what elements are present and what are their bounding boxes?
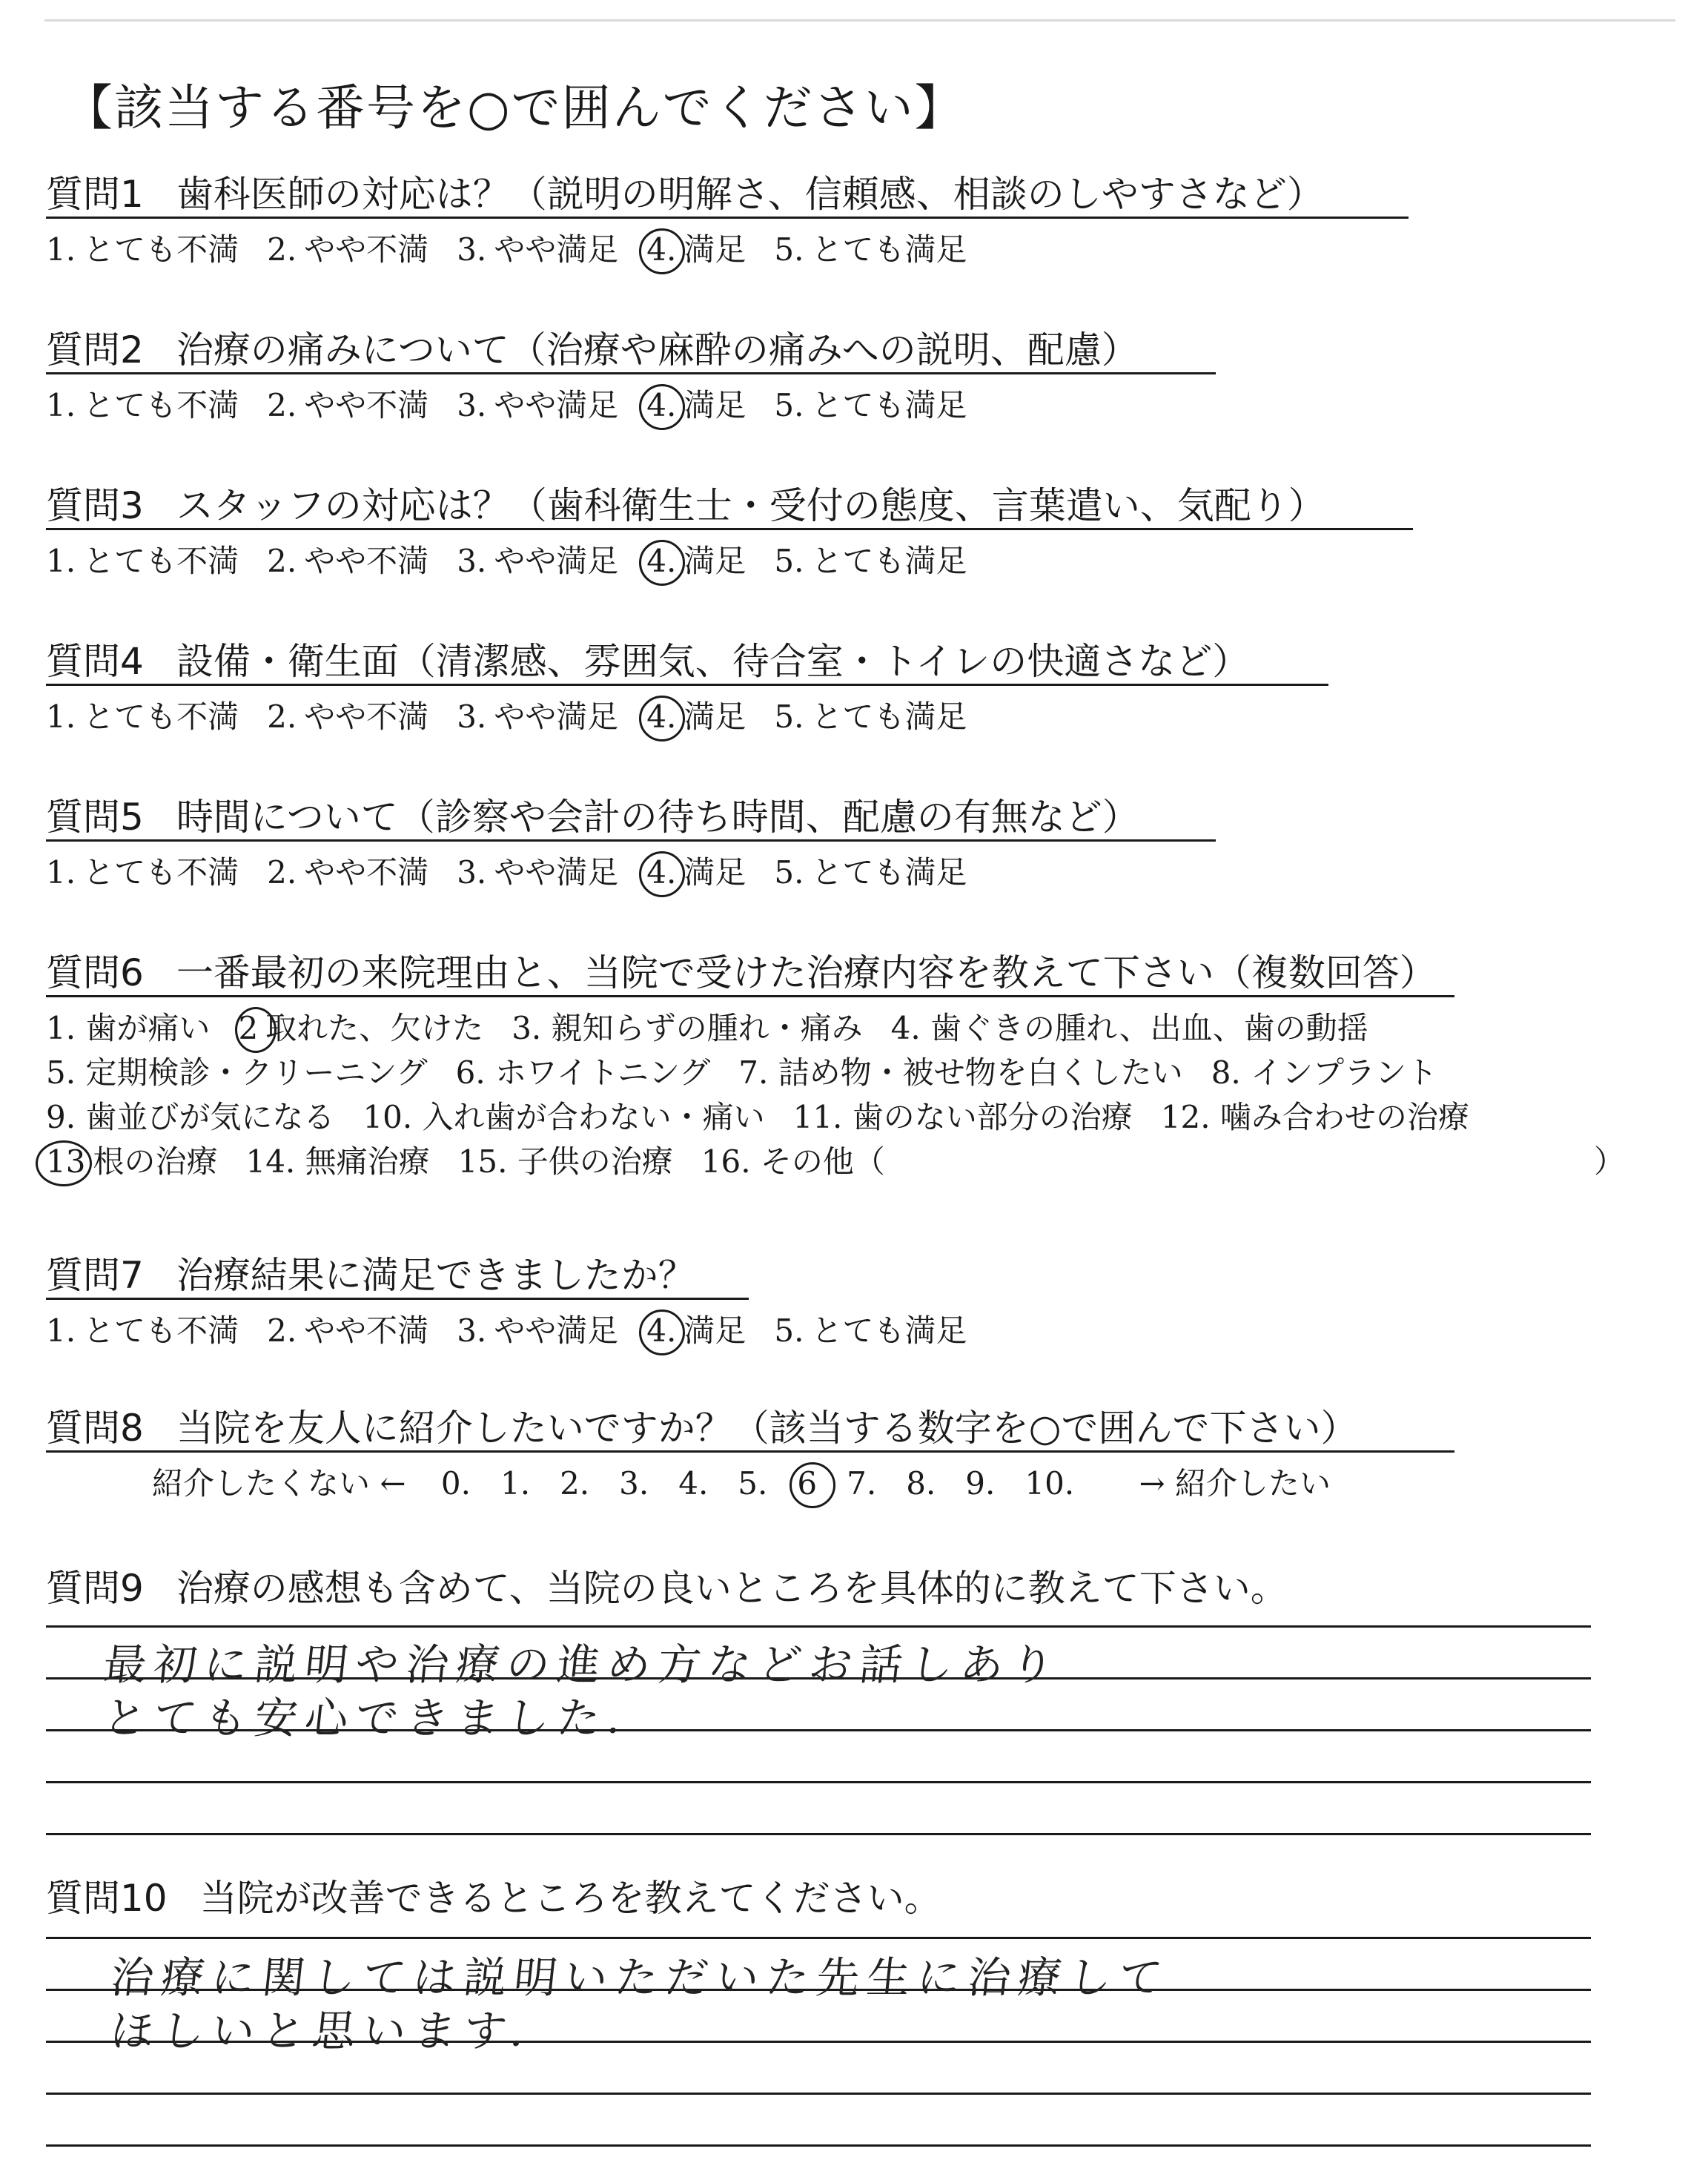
q6-option-1: 1. 歯が痛い <box>46 1010 211 1046</box>
answer-option <box>267 698 428 736</box>
instruction-header: 【該当する番号を○で囲んでください】 <box>64 79 965 136</box>
answer-option <box>774 387 967 424</box>
question-text: 歯科医師の対応は？（説明の明解さ、信頼感、相談のしやすさなど） <box>176 173 1324 216</box>
answer-option <box>46 543 239 580</box>
scale-number: 2. <box>560 1465 590 1502</box>
option-label: とても満足 <box>811 854 967 891</box>
question-6 <box>46 951 1437 995</box>
question-text: 当院を友人に紹介したいですか？（該当する数字を○で囲んで下さい） <box>176 1407 1358 1450</box>
writing-line <box>46 2144 1591 2147</box>
question-underline <box>46 528 1413 530</box>
option-label: とても不満 <box>83 854 239 891</box>
option-label: とても不満 <box>83 231 239 268</box>
option-number: 3. <box>457 1312 487 1349</box>
question-2 <box>46 328 1139 372</box>
option-label: とても満足 <box>811 543 967 579</box>
option-label: とても満足 <box>811 231 967 268</box>
q6-option-10: 10. 入れ歯が合わない・痛い <box>363 1099 765 1135</box>
question-underline <box>46 684 1328 686</box>
question-1 <box>46 172 1324 217</box>
option-number: 3. <box>457 231 487 268</box>
question-9 <box>46 1566 1288 1611</box>
writing-line <box>46 2093 1591 2095</box>
question-text: 時間について（診察や会計の待ち時間、配慮の有無など） <box>176 796 1139 839</box>
scale-number: 6 <box>797 1465 818 1502</box>
option-label: とても満足 <box>811 1312 967 1349</box>
q6-option-6: 6. ホワイトニング <box>455 1054 711 1091</box>
option-label: やや不満 <box>304 1312 429 1349</box>
writing-line <box>46 1625 1591 1628</box>
scale-number: 10. <box>1025 1465 1075 1502</box>
top-rule <box>44 19 1675 22</box>
scale-number: 7. <box>847 1465 877 1502</box>
question-underline <box>46 1298 749 1300</box>
option-number: 5. <box>774 387 804 423</box>
answer-option <box>457 698 618 736</box>
option-label: やや満足 <box>494 854 619 891</box>
answer-options-q7 <box>46 1312 995 1350</box>
scale-number: 0. <box>440 1465 471 1502</box>
q6-option-4: 4. 歯ぐきの腫れ、出血、歯の動揺 <box>890 1010 1368 1046</box>
answer-option <box>267 854 428 891</box>
scale-number: 8. <box>906 1465 936 1502</box>
option-label: やや不満 <box>304 387 429 423</box>
option-number: 2. <box>267 698 297 735</box>
option-label: とても不満 <box>83 698 239 735</box>
option-number: 4. <box>646 1312 677 1349</box>
scale-left-label: 紹介したくない ← <box>152 1465 406 1502</box>
option-number: 4. <box>646 387 677 423</box>
answer-option <box>646 854 746 891</box>
option-number: 3. <box>457 543 487 579</box>
q9-handwritten-answer-line-2: とても安心できました． <box>100 1693 661 1743</box>
option-label: やや不満 <box>304 231 429 268</box>
option-label: やや満足 <box>494 698 619 735</box>
question-number: 質問1 <box>46 173 144 216</box>
question-number: 質問6 <box>46 951 144 994</box>
answer-options-q4 <box>46 698 995 736</box>
option-number: 4. <box>646 698 677 735</box>
question-text: 当院が改善できるところを教えてください。 <box>199 1877 941 1920</box>
answer-option <box>457 231 618 268</box>
answer-option <box>46 1312 239 1350</box>
answer-option <box>774 698 967 736</box>
question-text: 設備・衛生面（清潔感、雰囲気、待合室・トイレの快適さなど） <box>176 640 1250 683</box>
option-label: やや不満 <box>304 543 429 579</box>
option-number: 2. <box>267 543 297 579</box>
option-label: やや満足 <box>494 1312 619 1349</box>
q6-options-row-1 <box>46 1010 1397 1047</box>
q6-option-16-close: ） <box>1594 1143 1626 1180</box>
answer-option <box>267 1312 428 1350</box>
option-number: 1. <box>46 543 76 579</box>
question-underline <box>46 839 1216 842</box>
scale-number: 9. <box>965 1465 996 1502</box>
question-number: 質問10 <box>46 1877 168 1920</box>
option-label: やや不満 <box>304 854 429 891</box>
question-underline <box>46 372 1216 374</box>
question-5 <box>46 795 1139 839</box>
referral-scale <box>152 1465 1356 1502</box>
q6-option-16: 16. その他（ <box>701 1143 885 1180</box>
q6-option-3: 3. 親知らずの腫れ・痛み <box>512 1010 863 1046</box>
writing-line <box>46 1937 1591 1939</box>
answer-options-q3 <box>46 543 995 580</box>
q6-option-15: 15. 子供の治療 <box>457 1143 673 1180</box>
option-number: 2. <box>267 854 297 891</box>
question-underline <box>46 995 1454 997</box>
answer-option <box>267 543 428 580</box>
option-number: 4. <box>646 231 677 268</box>
answer-option <box>457 1312 618 1350</box>
answer-option <box>46 387 239 424</box>
option-label: やや不満 <box>304 698 429 735</box>
option-number: 1. <box>46 231 76 268</box>
option-number: 4. <box>646 854 677 891</box>
q10-handwritten-answer-line-1: 治療に関しては説明いただいた先生に治療して <box>107 1952 1173 2003</box>
answer-options-q2 <box>46 387 995 424</box>
question-8 <box>46 1406 1357 1450</box>
option-number: 2. <box>267 231 297 268</box>
scale-numbers <box>441 1465 1104 1502</box>
question-underline <box>46 1450 1454 1453</box>
option-label: とても満足 <box>811 698 967 735</box>
answer-option <box>267 387 428 424</box>
answer-option <box>457 387 618 424</box>
answer-options-q5 <box>46 854 995 891</box>
option-label: とても不満 <box>83 1312 239 1349</box>
answer-option <box>46 698 239 736</box>
answer-option <box>774 543 967 580</box>
q10-handwritten-answer-line-2: ほしいと思います． <box>107 2006 564 2056</box>
q9-handwritten-answer-line-1: 最初に説明や治療の進め方などお話しあり <box>100 1639 1065 1690</box>
q6-option-14: 14. 無痛治療 <box>245 1143 430 1180</box>
answer-option <box>646 698 746 736</box>
answer-option <box>774 854 967 891</box>
option-number: 1. <box>46 387 76 423</box>
option-label: 満足 <box>683 854 747 891</box>
answer-option <box>457 543 618 580</box>
question-number: 質問9 <box>46 1567 144 1610</box>
answer-option <box>267 231 428 268</box>
option-label: 満足 <box>683 387 747 423</box>
question-number: 質問7 <box>46 1254 144 1297</box>
option-label: 満足 <box>683 698 747 735</box>
question-number: 質問2 <box>46 328 144 371</box>
option-number: 5. <box>774 543 804 579</box>
option-label: とても満足 <box>811 387 967 423</box>
option-label: やや満足 <box>494 543 619 579</box>
q6-option-11: 11. 歯のない部分の治療 <box>792 1099 1133 1135</box>
writing-line <box>46 1833 1591 1835</box>
scale-right-label: → 紹介したい <box>1139 1465 1331 1502</box>
q6-option-7: 7. 詰め物・被せ物を白くしたい <box>738 1054 1183 1091</box>
question-underline <box>46 217 1409 219</box>
question-number: 質問4 <box>46 640 144 683</box>
question-text: 治療の感想も含めて、当院の良いところを具体的に教えて下さい。 <box>176 1567 1288 1610</box>
q6-option-2: 2 取れた、欠けた <box>238 1010 484 1046</box>
option-number: 5. <box>774 854 804 891</box>
scale-number: 4. <box>678 1465 709 1502</box>
option-number: 3. <box>457 854 487 891</box>
q6-option-13: 13 根の治療 <box>46 1143 218 1180</box>
option-number: 3. <box>457 387 487 423</box>
option-number: 2. <box>267 387 297 423</box>
q6-option-9: 9. 歯並びが気になる <box>46 1099 335 1135</box>
q6-options-row-2 <box>46 1054 1466 1091</box>
answer-option <box>646 543 746 580</box>
question-text: 治療の痛みについて（治療や麻酔の痛みへの説明、配慮） <box>176 328 1139 371</box>
selected-number-2: 2 <box>238 1010 259 1046</box>
q6-option-12: 12. 噛み合わせの治療 <box>1160 1099 1469 1135</box>
question-7 <box>46 1253 695 1298</box>
q6-option-5: 5. 定期検診・クリーニング <box>46 1054 428 1091</box>
scale-number: 3. <box>619 1465 649 1502</box>
question-text: 治療結果に満足できましたか？ <box>176 1254 695 1297</box>
scale-number: 5. <box>738 1465 768 1502</box>
question-3 <box>46 483 1325 528</box>
scale-number: 1. <box>500 1465 531 1502</box>
option-label: 満足 <box>683 543 747 579</box>
q6-options-row-4 <box>46 1143 1626 1180</box>
question-number: 質問5 <box>46 796 144 839</box>
answer-option <box>46 854 239 891</box>
answer-option <box>646 387 746 424</box>
selected-number-13: 13 <box>46 1143 86 1180</box>
question-10 <box>46 1876 941 1920</box>
question-text: 一番最初の来院理由と、当院で受けた治療内容を教えて下さい（複数回答） <box>176 951 1437 994</box>
option-label: 満足 <box>683 1312 747 1349</box>
answer-option <box>646 1312 746 1350</box>
answer-option <box>46 231 239 268</box>
question-number: 質問8 <box>46 1407 144 1450</box>
option-label: 満足 <box>683 231 747 268</box>
answer-option <box>646 231 746 268</box>
answer-option <box>774 1312 967 1350</box>
question-number: 質問3 <box>46 484 144 527</box>
option-number: 5. <box>774 231 804 268</box>
option-number: 1. <box>46 698 76 735</box>
option-number: 2. <box>267 1312 297 1349</box>
q6-options-row-3 <box>46 1099 1497 1136</box>
answer-options-q1 <box>46 231 995 268</box>
option-number: 5. <box>774 698 804 735</box>
option-number: 3. <box>457 698 487 735</box>
answer-option <box>457 854 618 891</box>
writing-line <box>46 1781 1591 1783</box>
q6-option-8: 8. インプラント <box>1211 1054 1438 1091</box>
question-4 <box>46 639 1249 684</box>
option-number: 1. <box>46 1312 76 1349</box>
option-label: やや満足 <box>494 231 619 268</box>
option-label: とても不満 <box>83 387 239 423</box>
option-label: とても不満 <box>83 543 239 579</box>
option-number: 1. <box>46 854 76 891</box>
answer-option <box>774 231 967 268</box>
option-number: 5. <box>774 1312 804 1349</box>
option-label: やや満足 <box>494 387 619 423</box>
question-text: スタッフの対応は？（歯科衛生士・受付の態度、言葉遣い、気配り） <box>176 484 1325 527</box>
option-number: 4. <box>646 543 677 579</box>
